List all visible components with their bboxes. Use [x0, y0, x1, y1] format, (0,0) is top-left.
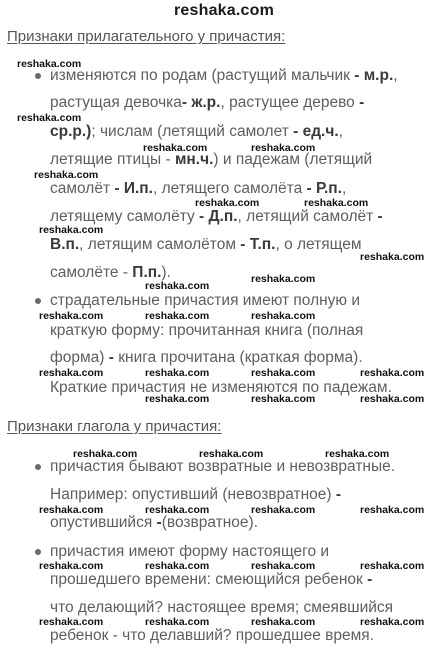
watermark: reshaka.com [39, 616, 104, 628]
watermark: reshaka.com [360, 616, 425, 628]
watermark: reshaka.com [39, 310, 104, 322]
list-item-line: что делающий? настоящее время; смеявшийся [50, 599, 394, 616]
watermark: reshaka.com [145, 393, 210, 405]
bullet-icon [35, 464, 41, 470]
watermark: reshaka.com [145, 310, 210, 322]
watermark: reshaka.com [251, 616, 316, 628]
list-item-line: форма) - книга прочитана (краткая форма). [50, 349, 363, 366]
watermark: reshaka.com [251, 504, 316, 516]
watermark: reshaka.com [251, 560, 316, 572]
watermark: reshaka.com [17, 112, 82, 124]
watermark: reshaka.com [39, 504, 104, 516]
watermark: reshaka.com [251, 367, 316, 379]
list-item-line: прошедшего времени: смеющийся ребенок - [50, 571, 373, 588]
watermark: reshaka.com [39, 560, 104, 572]
verb-features-heading: Признаки глагола у причастия: [7, 418, 222, 435]
watermark: reshaka.com [39, 367, 104, 379]
list-item-line: страдательные причастия имеют полную и [50, 292, 361, 309]
list-item-line: самолёт - И.п., летящего самолёта - Р.п., [50, 180, 347, 197]
watermark: reshaka.com [360, 560, 425, 572]
watermark: reshaka.com [360, 251, 425, 263]
watermark: reshaka.com [145, 560, 210, 572]
list-item-line: ребенок - что делавший? прошедшее время. [50, 627, 374, 644]
watermark: reshaka.com [34, 169, 99, 181]
watermark: reshaka.com [17, 58, 82, 70]
bullet-icon [35, 298, 41, 304]
watermark: reshaka.com [251, 393, 316, 405]
watermark: reshaka.com [325, 448, 390, 460]
bullet-icon [35, 549, 41, 555]
list-item-line: причастия бывают возвратные и невозвратные. [50, 458, 396, 475]
list-item-line: летящему самолёту - Д.п., летящий самолёт - [50, 208, 383, 225]
list-item-line: краткую форму: прочитанная книга (полная [50, 322, 364, 339]
watermark: reshaka.com [360, 367, 425, 379]
site-logo[interactable]: reshaka.com [173, 2, 275, 19]
watermark: reshaka.com [145, 280, 210, 292]
list-item-line: изменяются по родам (растущий мальчик - м.р., [50, 67, 398, 84]
list-item-line: причастия имеют форму настоящего и [50, 543, 330, 560]
watermark: reshaka.com [145, 504, 210, 516]
list-item-line: ср.р.); числам (летящий самолет - ед.ч., [50, 123, 343, 140]
watermark: reshaka.com [251, 142, 316, 154]
watermark: reshaka.com [360, 393, 425, 405]
list-item-line: летящие птицы - мн.ч.) и падежам (летящий [50, 151, 373, 168]
list-item-line: растущая девочка- ж.р., растущее дерево - [50, 94, 365, 111]
watermark: reshaka.com [39, 224, 104, 236]
list-item-line: Краткие причастия не изменяются по падежам. [50, 379, 392, 396]
list-item-line: В.п., летящим самолётом - Т.п., о летящем [50, 236, 362, 253]
list-item-line: Например: опустивший (невозвратное) - [50, 486, 342, 503]
watermark: reshaka.com [360, 504, 425, 516]
watermark: reshaka.com [304, 197, 369, 209]
bullet-icon [35, 73, 41, 79]
watermark: reshaka.com [251, 273, 316, 285]
watermark: reshaka.com [251, 310, 316, 322]
watermark: reshaka.com [199, 448, 264, 460]
watermark: reshaka.com [145, 616, 210, 628]
watermark: reshaka.com [195, 197, 260, 209]
watermark: reshaka.com [145, 367, 210, 379]
watermark: reshaka.com [73, 448, 138, 460]
adjective-features-heading: Признаки прилагательного у причастия: [7, 28, 286, 45]
watermark: reshaka.com [143, 142, 208, 154]
list-item-line: опустившийся -(возвратное). [50, 514, 258, 531]
list-item-line: самолёте - П.п.). [50, 264, 171, 281]
